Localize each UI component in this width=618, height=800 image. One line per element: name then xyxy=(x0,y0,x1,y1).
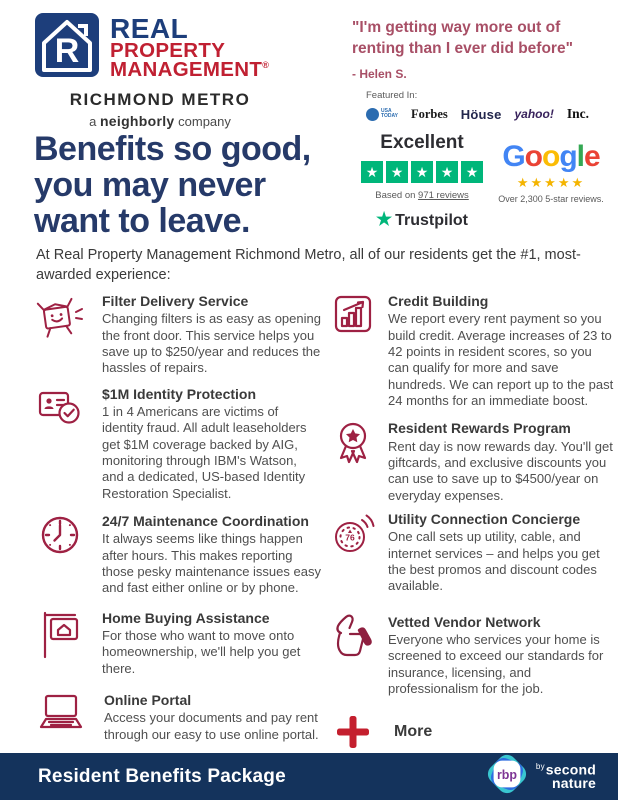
brand-name-line3: MANAGEMENT® xyxy=(110,57,270,81)
page-headline: Benefits so good, you may never want to leave. xyxy=(34,130,311,241)
featured-in xyxy=(366,90,606,122)
benefit-maintenance xyxy=(36,512,322,597)
house-logo: Höuse xyxy=(460,106,502,122)
thumbs-up-icon xyxy=(330,613,376,698)
tagline-suffix: company xyxy=(178,114,231,129)
brand-tagline xyxy=(34,113,286,129)
benefit-identity-protection xyxy=(36,385,322,502)
benefit-home-buying xyxy=(36,609,322,677)
trustpilot-star-icon: ★ xyxy=(386,161,408,183)
dial-value: 76 xyxy=(345,532,355,543)
benefit-description: Rent day is now rewards day. You'll get giftcards, and exclusive discounts you can use to save up to $4500/year on everyday expenses. xyxy=(388,438,613,503)
google-logo: Google xyxy=(502,140,600,173)
benefit-title: 24/7 Maintenance Coordination xyxy=(102,513,309,530)
benefit-title: Utility Connection Concierge xyxy=(388,511,581,528)
testimonial-attribution: - Helen S. xyxy=(352,66,407,81)
google-review-caption: Over 2,300 5-star reviews. xyxy=(498,194,604,204)
inc-logo: Inc. xyxy=(566,106,589,121)
package-delivery-icon xyxy=(36,292,84,377)
benefit-description: Access your documents and pay rent through our easy to use online portal. xyxy=(104,710,319,742)
benefit-description: For those who want to move onto homeownership, we'll help you get there. xyxy=(102,628,301,676)
trustpilot-brand: ★ Trustpilot xyxy=(375,209,469,229)
benefits-column-right xyxy=(330,292,614,752)
medal-star-icon xyxy=(330,419,376,504)
benefit-description: One call sets up utility, cable, and internet services – and helps you get the best promos and discount codes available. xyxy=(388,529,600,594)
trustpilot-star-icon: ★ xyxy=(436,161,458,183)
benefit-filter-delivery xyxy=(36,292,322,377)
testimonial xyxy=(352,18,608,81)
benefit-title: Home Buying Assistance xyxy=(102,609,270,626)
google-stars: ★★★★★ xyxy=(516,175,586,190)
bar-chart-icon xyxy=(330,292,376,409)
trustpilot-star-icon: ★ xyxy=(361,161,383,183)
testimonial-quote: "I'm getting way more out of renting than I ever did before" xyxy=(352,19,573,57)
trustpilot-review-block xyxy=(357,132,487,230)
benefit-vendor-network xyxy=(330,613,614,698)
google-review-block xyxy=(492,140,610,204)
benefit-title: Online Portal xyxy=(104,692,192,709)
brand-name-line2: PROPERTY xyxy=(110,38,226,62)
benefit-description: 1 in 4 Americans are victims of identity fraud. All adult leaseholders get $1M coverage backed by AIG, monitoring through IBM's Watson, and a dedicated, US-based Identity Restoration Specialist. xyxy=(102,403,307,501)
home-sign-icon xyxy=(36,609,84,677)
brand-name-line1: REAL xyxy=(110,13,189,44)
tagline-prefix: a xyxy=(89,114,97,129)
benefit-description: Everyone who services your home is screened to exceed our standards for insurance, licensing, and professionalism for the job. xyxy=(388,632,604,697)
laptop-icon xyxy=(36,691,86,743)
brand-region: RICHMOND METRO xyxy=(69,90,251,109)
benefits-column-left xyxy=(36,292,322,743)
benefit-description: Changing filters is as easy as opening the front door. This service helps you save up to $250/year and reduces the hassles of repairs. xyxy=(102,311,321,376)
trustpilot-stars xyxy=(357,161,487,183)
benefit-online-portal xyxy=(36,691,322,743)
more-label: More xyxy=(394,722,433,740)
clock-icon xyxy=(36,512,84,597)
rpm-house-logo-icon xyxy=(34,12,100,83)
trustpilot-based-on: Based on 971 reviews xyxy=(375,190,469,201)
forbes-logo: Forbes xyxy=(410,106,448,121)
benefit-credit-building xyxy=(330,292,614,409)
by-label: by xyxy=(535,761,545,771)
benefit-title: Vetted Vendor Network xyxy=(388,613,541,630)
logo-letter: R xyxy=(54,32,80,70)
second-nature-wordmark: $^{by}$second nature xyxy=(535,761,596,791)
benefit-description: We report every rent payment so you build credit. Average increases of 23 to 42 points in resident scores, so you can qualify for more and save hundreds. We can report up to the past 24 months for an immediate boost. xyxy=(388,311,614,409)
registered-mark: ® xyxy=(262,59,270,70)
benefit-title: Resident Rewards Program xyxy=(388,420,571,437)
trustpilot-star-icon: ★ xyxy=(411,161,433,183)
usa-today-logo xyxy=(366,108,398,121)
plus-icon xyxy=(330,712,376,752)
trustpilot-logo-star-icon: ★ xyxy=(375,209,393,229)
intro-paragraph: At Real Property Management Richmond Metro, all of our residents get the #1, most-awarded experience: xyxy=(36,247,581,283)
thermostat-dial-icon xyxy=(330,510,376,595)
benefit-title: $1M Identity Protection xyxy=(102,385,257,402)
benefit-title: Credit Building xyxy=(388,293,489,309)
benefit-title: Filter Delivery Service xyxy=(102,293,249,309)
brand-wordmark xyxy=(110,12,269,79)
benefit-utility-concierge xyxy=(330,510,614,595)
usa-today-circle-icon xyxy=(366,108,379,121)
benefit-more xyxy=(330,712,614,752)
rbp-text: rbp xyxy=(496,767,517,782)
footer-bar xyxy=(0,753,618,800)
benefit-rewards-program xyxy=(330,419,614,504)
yahoo-logo: yahoo! xyxy=(514,107,554,121)
brand-logo xyxy=(34,12,286,129)
featured-in-label: Featured In: xyxy=(366,90,418,101)
trustpilot-review-count-link[interactable]: 971 reviews xyxy=(418,190,469,201)
trustpilot-rating-label: Excellent xyxy=(380,132,464,153)
footer-title: Resident Benefits Package xyxy=(38,765,286,787)
id-card-check-icon xyxy=(36,385,84,502)
benefit-description: It always seems like things happen after hours. This makes reporting those pesky maintenance issues easy and fast either online or by phone. xyxy=(102,531,321,596)
trustpilot-star-icon: ★ xyxy=(461,161,483,183)
rbp-second-nature-logo xyxy=(484,751,596,800)
usa-today-text: USA TODAY xyxy=(381,107,398,119)
rbp-badge-icon xyxy=(484,751,530,800)
tagline-neighborly: neighborly xyxy=(99,113,175,129)
